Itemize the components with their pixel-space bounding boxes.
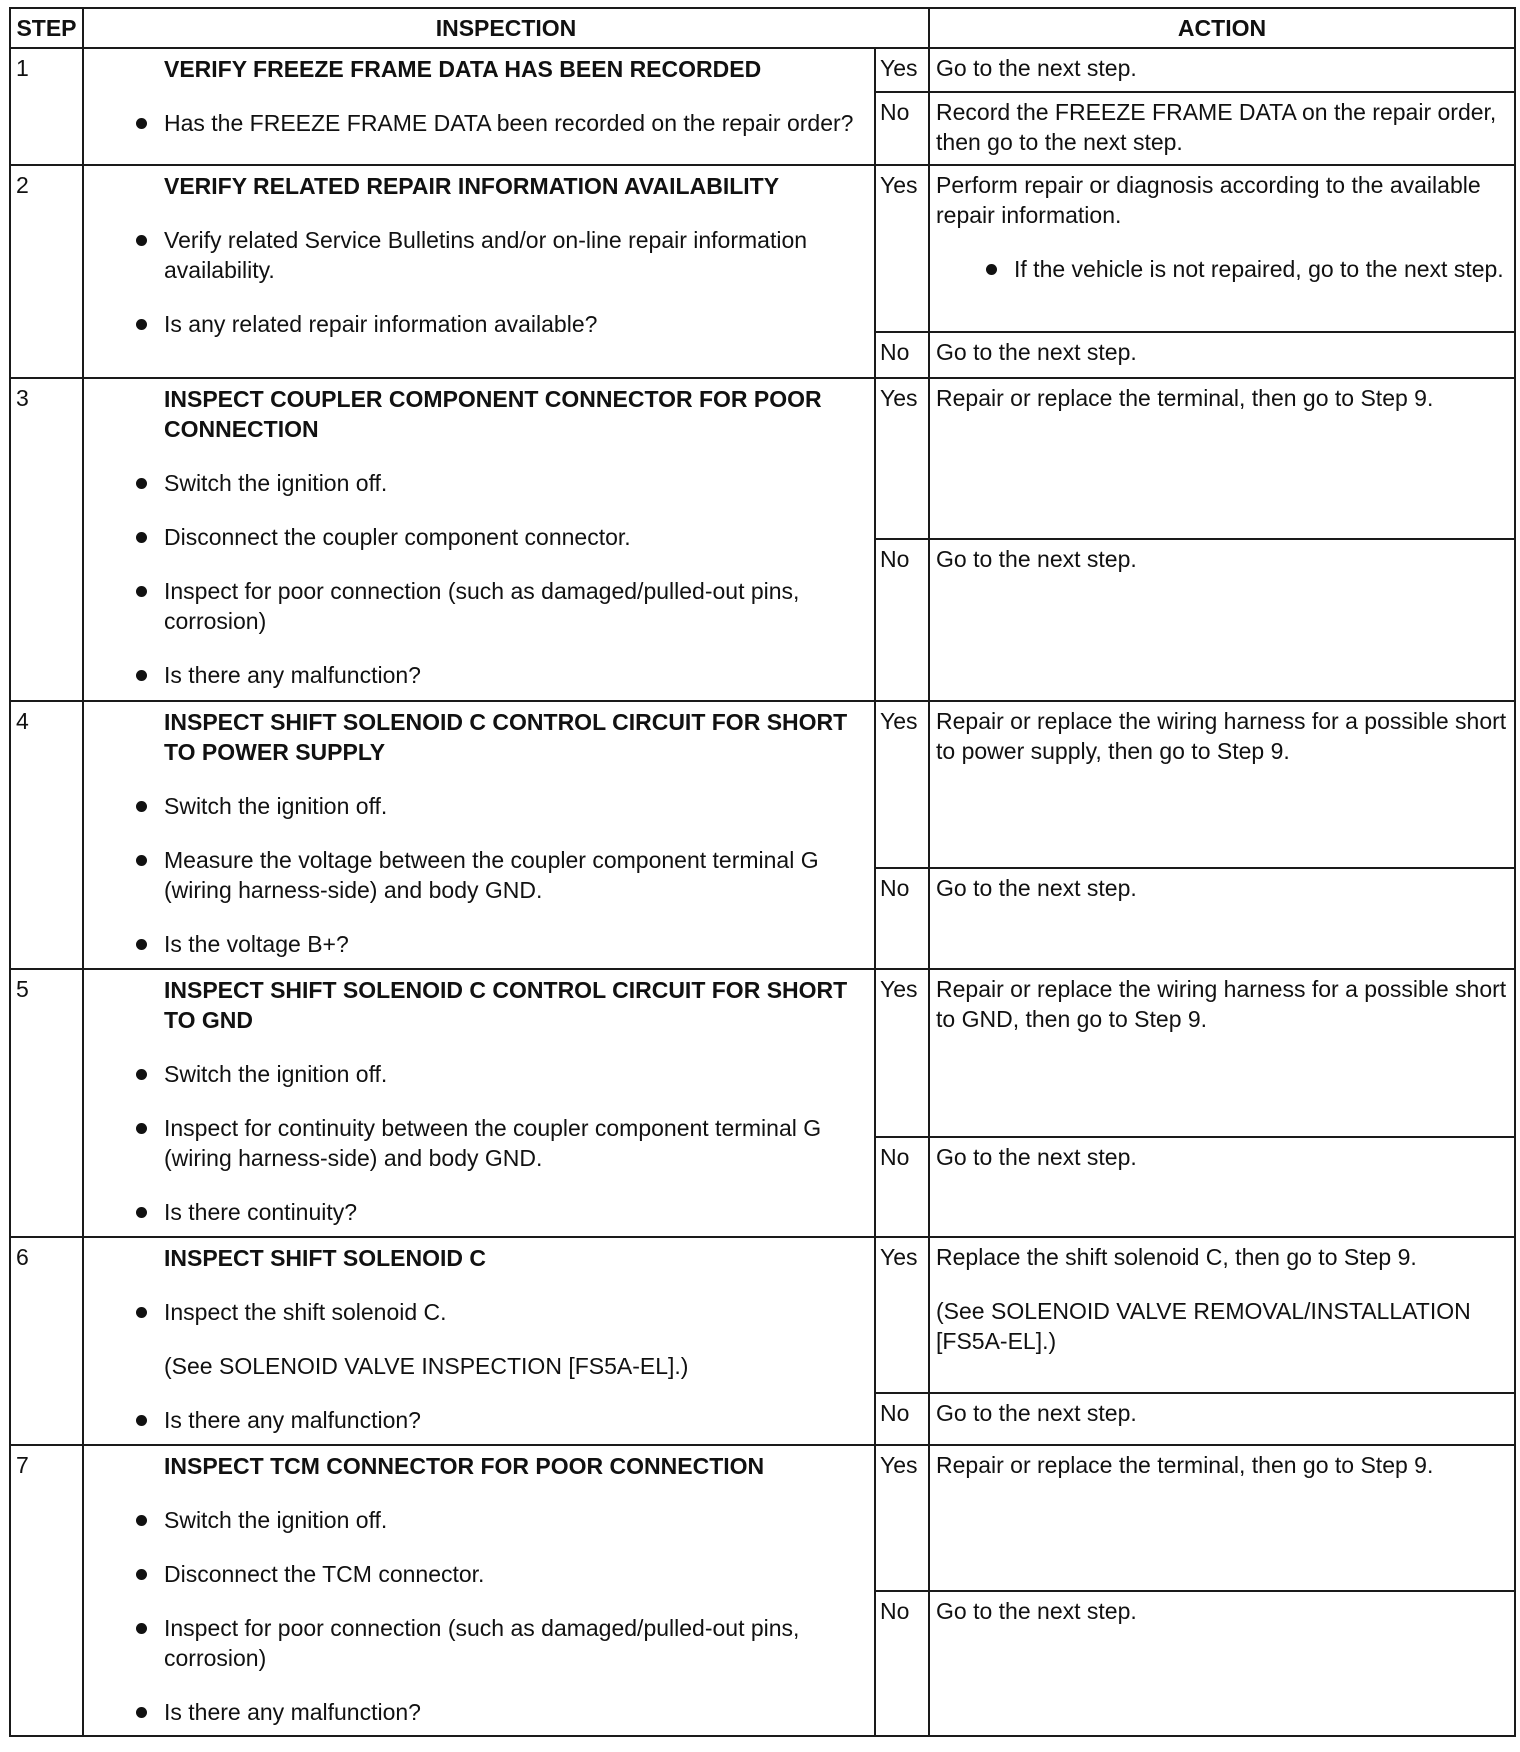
step-2-inspection [83, 165, 875, 378]
action-text: Go to the next step. [936, 55, 1137, 81]
step-header: STEP [10, 8, 83, 48]
yes-label: Yes [875, 1237, 929, 1393]
yes-action [929, 48, 1515, 92]
yes-action [929, 969, 1515, 1137]
step-6-yes-row [10, 1237, 1515, 1393]
action-text: Go to the next step. [936, 339, 1137, 365]
step-5-inspection [83, 969, 875, 1237]
step-number: 2 [10, 165, 83, 378]
no-action [929, 539, 1515, 701]
action-text: Go to the next step. [936, 1400, 1137, 1426]
step-number: 6 [10, 1237, 83, 1445]
inspection-bullet: Verify related Service Bulletins and/or on-line repair information availability. [164, 225, 864, 285]
action-text: Perform repair or diagnosis according to the available repair information. [936, 172, 1481, 228]
yes-action [929, 1445, 1515, 1591]
action-text: Go to the next step. [936, 1598, 1137, 1624]
inspection-bullet: Is there continuity? [164, 1197, 864, 1227]
yes-action [929, 165, 1515, 332]
step-title: INSPECT SHIFT SOLENOID C CONTROL CIRCUIT FOR SHORT TO GND [164, 977, 848, 1033]
no-label: No [875, 92, 929, 165]
inspection-bullet: Disconnect the TCM connector. [164, 1559, 864, 1589]
inspection-bullet: Switch the ignition off. [164, 1505, 864, 1535]
step-4-yes-row [10, 701, 1515, 868]
inspection-bullet: Inspect for poor connection (such as damaged/pulled-out pins, corrosion) [164, 1613, 864, 1673]
step-title: VERIFY FREEZE FRAME DATA HAS BEEN RECORDED [164, 56, 762, 82]
no-action [929, 1137, 1515, 1237]
step-title: INSPECT SHIFT SOLENOID C [164, 1245, 487, 1271]
yes-label: Yes [875, 48, 929, 92]
step-7-inspection [83, 1445, 875, 1736]
step-title: INSPECT SHIFT SOLENOID C CONTROL CIRCUIT FOR SHORT TO POWER SUPPLY [164, 709, 848, 765]
action-text: Go to the next step. [936, 875, 1137, 901]
no-action [929, 92, 1515, 165]
step-5-yes-row [10, 969, 1515, 1137]
step-title: INSPECT COUPLER COMPONENT CONNECTOR FOR POOR CONNECTION [164, 386, 822, 442]
no-label: No [875, 1591, 929, 1736]
inspection-bullet: Is there any malfunction? [164, 660, 864, 690]
step-7-yes-row [10, 1445, 1515, 1591]
yes-label: Yes [875, 378, 929, 539]
step-4-inspection [83, 701, 875, 969]
step-title: VERIFY RELATED REPAIR INFORMATION AVAILABILITY [164, 173, 780, 199]
no-action [929, 332, 1515, 378]
no-label: No [875, 1393, 929, 1445]
inspection-bullet: Is any related repair information available? [164, 309, 864, 339]
diagnostic-procedure-table [9, 7, 1516, 1737]
action-text: Record the FREEZE FRAME DATA on the repair order, then go to the next step. [936, 99, 1497, 155]
step-number: 4 [10, 701, 83, 969]
inspection-bullet: Switch the ignition off. [164, 791, 864, 821]
inspection-bullet: Inspect the shift solenoid C. [164, 1297, 864, 1327]
step-number: 1 [10, 48, 83, 165]
no-action [929, 868, 1515, 969]
yes-label: Yes [875, 1445, 929, 1591]
inspection-bullet: Disconnect the coupler component connector. [164, 522, 864, 552]
no-action [929, 1393, 1515, 1445]
step-number: 5 [10, 969, 83, 1237]
action-text: Replace the shift solenoid C, then go to Step 9. [936, 1244, 1417, 1270]
step-number: 3 [10, 378, 83, 701]
action-text: Repair or replace the terminal, then go to Step 9. [936, 385, 1434, 411]
inspection-bullet: Is there any malfunction? [164, 1697, 864, 1727]
yes-action [929, 701, 1515, 868]
yes-action [929, 1237, 1515, 1393]
step-6-inspection [83, 1237, 875, 1445]
action-sub-bullet: If the vehicle is not repaired, go to the next step. [1014, 254, 1508, 284]
inspection-bullet: Is there any malfunction? [164, 1405, 864, 1435]
step-1-yes-row [10, 48, 1515, 92]
inspection-header: INSPECTION [83, 8, 929, 48]
action-text: Repair or replace the terminal, then go to Step 9. [936, 1452, 1434, 1478]
table-header-row [10, 8, 1515, 48]
no-label: No [875, 868, 929, 969]
no-label: No [875, 332, 929, 378]
reference-note: (See SOLENOID VALVE REMOVAL/INSTALLATION [FS5A-EL].) [936, 1298, 1471, 1354]
step-3-yes-row [10, 378, 1515, 539]
reference-note: (See SOLENOID VALVE INSPECTION [FS5A-EL].) [164, 1353, 689, 1379]
yes-label: Yes [875, 165, 929, 332]
inspection-bullet: Is the voltage B+? [164, 929, 864, 959]
step-2-yes-row [10, 165, 1515, 332]
inspection-bullet: Inspect for poor connection (such as damaged/pulled-out pins, corrosion) [164, 576, 864, 636]
no-action [929, 1591, 1515, 1736]
inspection-bullet: Inspect for continuity between the coupler component terminal G (wiring harness-side) and body GND. [164, 1113, 864, 1173]
action-text: Go to the next step. [936, 546, 1137, 572]
step-1-inspection [83, 48, 875, 165]
inspection-bullet: Switch the ignition off. [164, 1059, 864, 1089]
action-text: Repair or replace the wiring harness for a possible short to power supply, then go to Step 9. [936, 708, 1507, 764]
inspection-bullet: Measure the voltage between the coupler component terminal G (wiring harness-side) and body GND. [164, 845, 864, 905]
inspection-bullet: Has the FREEZE FRAME DATA been recorded on the repair order? [164, 108, 864, 138]
no-label: No [875, 1137, 929, 1237]
step-number: 7 [10, 1445, 83, 1736]
yes-label: Yes [875, 701, 929, 868]
no-label: No [875, 539, 929, 701]
action-text: Go to the next step. [936, 1144, 1137, 1170]
action-text: Repair or replace the wiring harness for a possible short to GND, then go to Step 9. [936, 976, 1507, 1032]
action-header: ACTION [929, 8, 1515, 48]
yes-label: Yes [875, 969, 929, 1137]
yes-action [929, 378, 1515, 539]
step-title: INSPECT TCM CONNECTOR FOR POOR CONNECTION [164, 1453, 765, 1479]
step-3-inspection [83, 378, 875, 701]
inspection-bullet: Switch the ignition off. [164, 468, 864, 498]
